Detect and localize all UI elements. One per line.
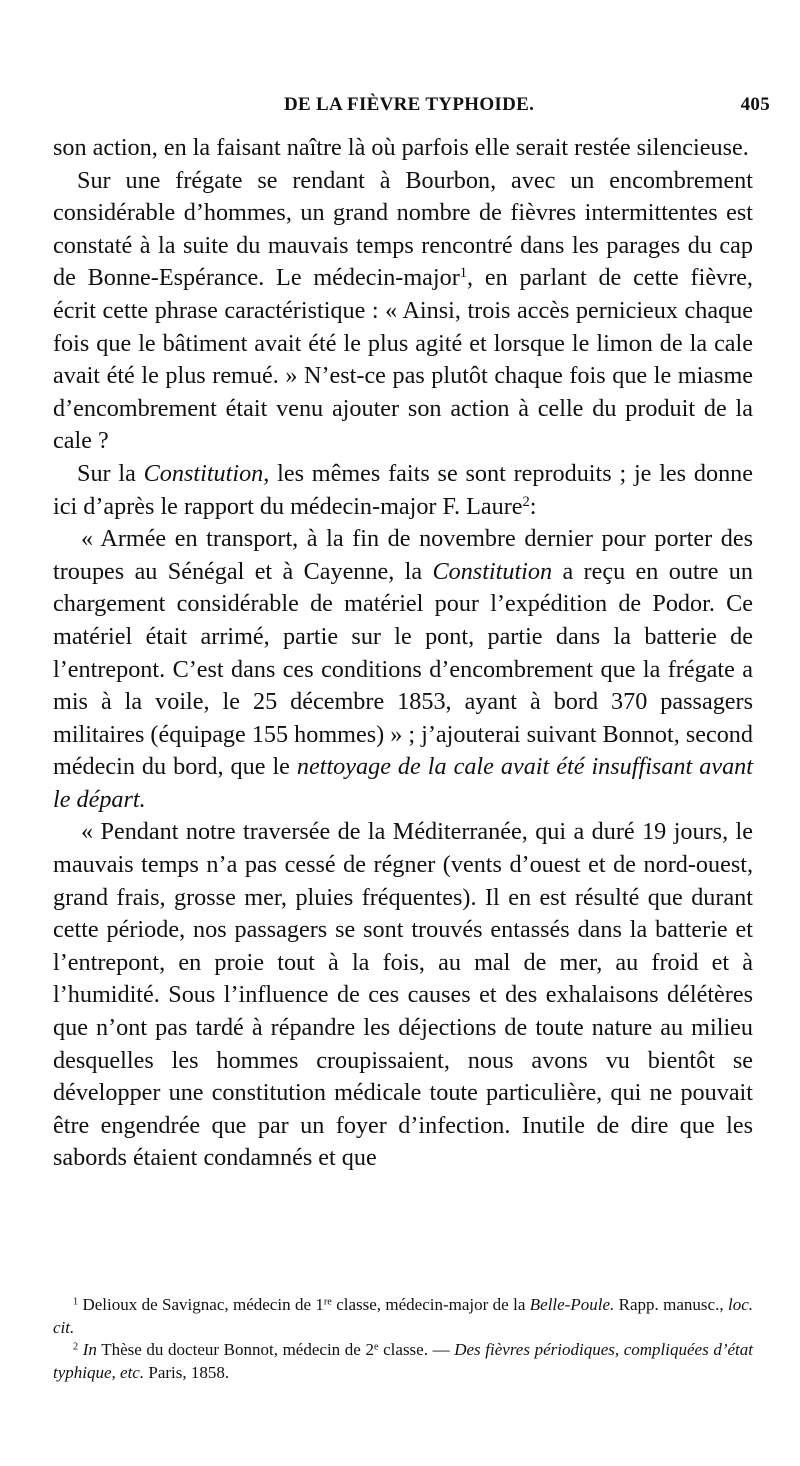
ship-name: Constitution [143, 459, 264, 487]
ship-name: Constitution [432, 557, 553, 585]
footnote-2-text-b: classe. — [378, 1340, 455, 1359]
paragraph-2-text-b: , en parlant de cette fièvre, écrit cette phrase caractéristique : « Ainsi, trois accès pernicieux chaque fois que le bâtiment avait été le plus agité et lorsque le limon de la cale avait été le plus remué. » N’est-ce pas plutôt chaque fois que le miasme d’encombrement était venu ajouter son action à celle du produit de la cale ? [53, 264, 753, 455]
citation-abbrev: loc. cit. [53, 1295, 753, 1337]
footnote-1-text-c: Rapp. manusc., [614, 1295, 728, 1314]
paragraph-2-text-a: Sur une frégate se rendant à Bourbon, avec un encombrement considérable d’hommes, un grand nombre de fièvres intermittentes est constaté à la suite du mauvais temps rencontré dans les parages du cap de Bonne-Espérance. Le médecin-major [53, 166, 753, 292]
page-number: 405 [740, 94, 770, 115]
paragraph-5-text: « Pendant notre traversée de la Méditerranée, qui a duré 19 jours, le mauvais temps n’a pas cessé de régner (vents d’ouest et de nord-ouest, grand frais, grosse mer, pluies fréquentes). Il en est résulté que durant cette période, nos passagers se sont trouvés entassés dans la batterie et l’entrepont, en proie tout à la fois, au mal de mer, au froid et à l’humidité. Sous l’influence de ces causes et des exhalaisons délétères que n’ont pas tardé à répandre les déjections de toute nature au milieu desquelles les hommes croupissaient, nous avons vu bientôt se développer une constitution médicale toute particulière, qui ne pouvait être engendrée que par un foyer d’infection. Inutile de dire que les sabords étaient condamnés et que [53, 818, 753, 1172]
footnote-2 [53, 1339, 753, 1384]
footnote-1 [53, 1294, 753, 1339]
paragraph-3-text-b: , les mêmes faits se sont reproduits ; je les donne ici d’après le rapport du médecin-major F. Laure [53, 459, 753, 520]
footnote-2-in: In [82, 1340, 97, 1359]
running-title: DE LA FIÈVRE TYPHOIDE. [284, 94, 535, 115]
paragraph-4 [53, 523, 753, 816]
ordinal-suffix: re [323, 1296, 332, 1308]
paragraph-3 [53, 458, 753, 523]
work-title: Des fièvres périodiques, compliquées d’état typhique, etc. [53, 1340, 753, 1382]
paragraph-4-text-b: a reçu en outre un chargement considérable de matériel pour l’expédition de Podor. Ce matériel était arrimé, partie sur le pont, partie dans la batterie de l’entrepont. C’est dans ces conditions d’encombrement que la frégate a mis à la voile, le 25 décembre 1853, ayant à bord 370 passagers militaires (équipage 155 hommes) » ; j’ajouterai suivant Bonnot, second médecin du bord, que le [53, 557, 753, 781]
ship-name: Belle-Poule. [529, 1295, 615, 1314]
running-header [52, 94, 770, 122]
footnote-2-text-c: Paris, 1858. [144, 1362, 230, 1382]
emphasis-text: nettoyage de la cale avait été insuffisant avant le départ. [53, 753, 753, 813]
paragraph-1 [53, 132, 753, 165]
footnote-ref-2: 2 [522, 493, 530, 510]
footnote-2-text-a: Thèse du docteur Bonnot, médecin de 2 [96, 1340, 374, 1359]
ordinal-suffix: e [373, 1341, 379, 1353]
paragraph-1-text: son action, en la faisant naître là où parfois elle serait restée silencieuse. [53, 134, 749, 161]
footnote-ref-1: 1 [459, 265, 468, 282]
paragraph-4-text-a: « Armée en transport, à la fin de novembre dernier pour porter des troupes au Sénégal et à Cayenne, la [53, 525, 753, 585]
paragraph-2 [53, 165, 753, 458]
paragraph-3-text-c: : [529, 492, 537, 520]
paragraph-3-text-a: Sur la [77, 459, 144, 487]
paragraph-5 [53, 816, 753, 1175]
footnote-1-text-a: Delioux de Savignac, médecin de 1 [82, 1295, 324, 1314]
footnote-mark: 1 [73, 1296, 79, 1308]
footnotes [53, 1294, 753, 1384]
footnote-1-text-b: classe, médecin-major de la [331, 1295, 530, 1314]
main-text [53, 132, 753, 1175]
footnote-mark: 2 [73, 1341, 79, 1353]
